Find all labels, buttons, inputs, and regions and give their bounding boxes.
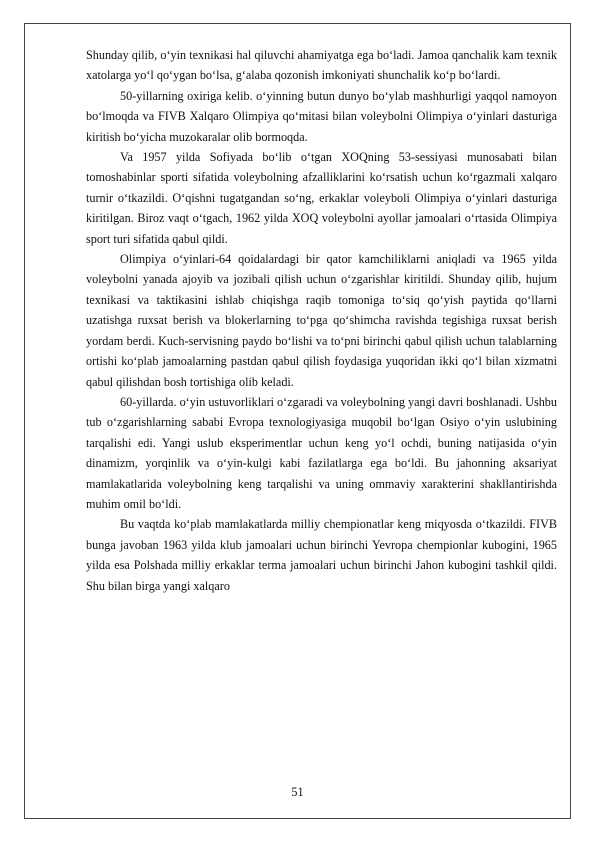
page-number: 51 — [291, 785, 304, 799]
paragraph-5: 60-yillarda. o‘yin ustuvorliklari o‘zgaradi va voleybolning yangi davri boshlanadi. Ushbu tub o‘zgarishlarning sababi Evropa texnologiyasiga muqobil bo‘lgan Osiyo o‘yin uslubining tarqalishi edi. Yangi uslub eksperimentlar uchun keng yo‘l ochdi, buning natijasida o‘yin dinamizm, yorqinlik va o‘yin-kulgi kabi fazilatlarga ega bo‘ldi. Bu jahonning aksariyat mamlakatlarida voleybolning keng tarqalishi va uning ommaviy xarakterini shakllantirishda muhim omil bo‘ldi. — [86, 394, 557, 511]
paragraph-3: Va 1957 yilda Sofiyada bo‘lib o‘tgan XOQning 53-sessiyasi munosabati bilan tomoshabinlar sporti sifatida voleybolning afzalliklarini ko‘rsatish uchun ko‘rgazmali xalqaro turnir o‘tkazildi. O‘qishni tugatgandan so‘ng, erkaklar voleyboli Olimpiya o‘yinlari dasturiga kiritilgan. Biroz vaqt o‘tgach, 1962 yilda XOQ voleybolni ayollar jamoalari o‘rtasida Olimpiya sport turi sifatida qabul qildi. — [86, 150, 557, 246]
paragraph-2: 50-yillarning oxiriga kelib. o‘yinning butun dunyo bo‘ylab mashhurligi yaqqol namoyon bo‘lmoqda va FIVB Xalqaro Olimpiya qo‘mitasi bilan voleybolni Olimpiya o‘yinlari dasturiga kiritish bo‘yicha muzokaralar olib bormoqda. — [86, 88, 557, 144]
paragraph-4: Olimpiya o‘yinlari-64 qoidalardagi bir qator kamchiliklarni aniqladi va 1965 yilda voleybolni yanada ajoyib va jozibali qilish uchun o‘zgarishlar kiritildi. Shunday qilib, hujum texnikasi va taktikasini ishlab chiqishga raqib tomoniga to‘siq qo‘yish paytida qo‘llarni uzatishga ruxsat berish va blokerlarning to‘pga qo‘shimcha ravishda tegishiga ruxsat berish yordam berdi. Kuch-servisning paydo bo‘lishi va to‘pni birinchi qabul qilish uchun talablarning ortishi ko‘plab jamoalarning pastdan qabul qilish foydasiga yuqoridan ikki qo‘l bilan xizmatni qabul qilishdan bosh tortishiga olib keladi. — [86, 252, 557, 389]
paragraph-6: Bu vaqtda ko‘plab mamlakatlarda milliy chempionatlar keng miqyosda o‘tkazildi. FIVB bunga javoban 1963 yilda klub jamoalari uchun birinchi Yevropa chempionlar kubogini, 1965 yilda esa Polshada milliy erkaklar terma jamoalari uchun birinchi Jahon kubogini tashkil qildi. Shu bilan birga yangi xalqaro — [86, 517, 557, 593]
document-body — [86, 45, 557, 596]
paragraph-1: Shunday qilib, o‘yin texnikasi hal qiluvchi ahamiyatga ega bo‘ladi. Jamoa qanchalik kam texnik xatolarga yo‘l qo‘ygan bo‘lsa, g‘alaba qozonish imkoniyati shunchalik ko‘p bo‘lardi. — [86, 48, 557, 83]
